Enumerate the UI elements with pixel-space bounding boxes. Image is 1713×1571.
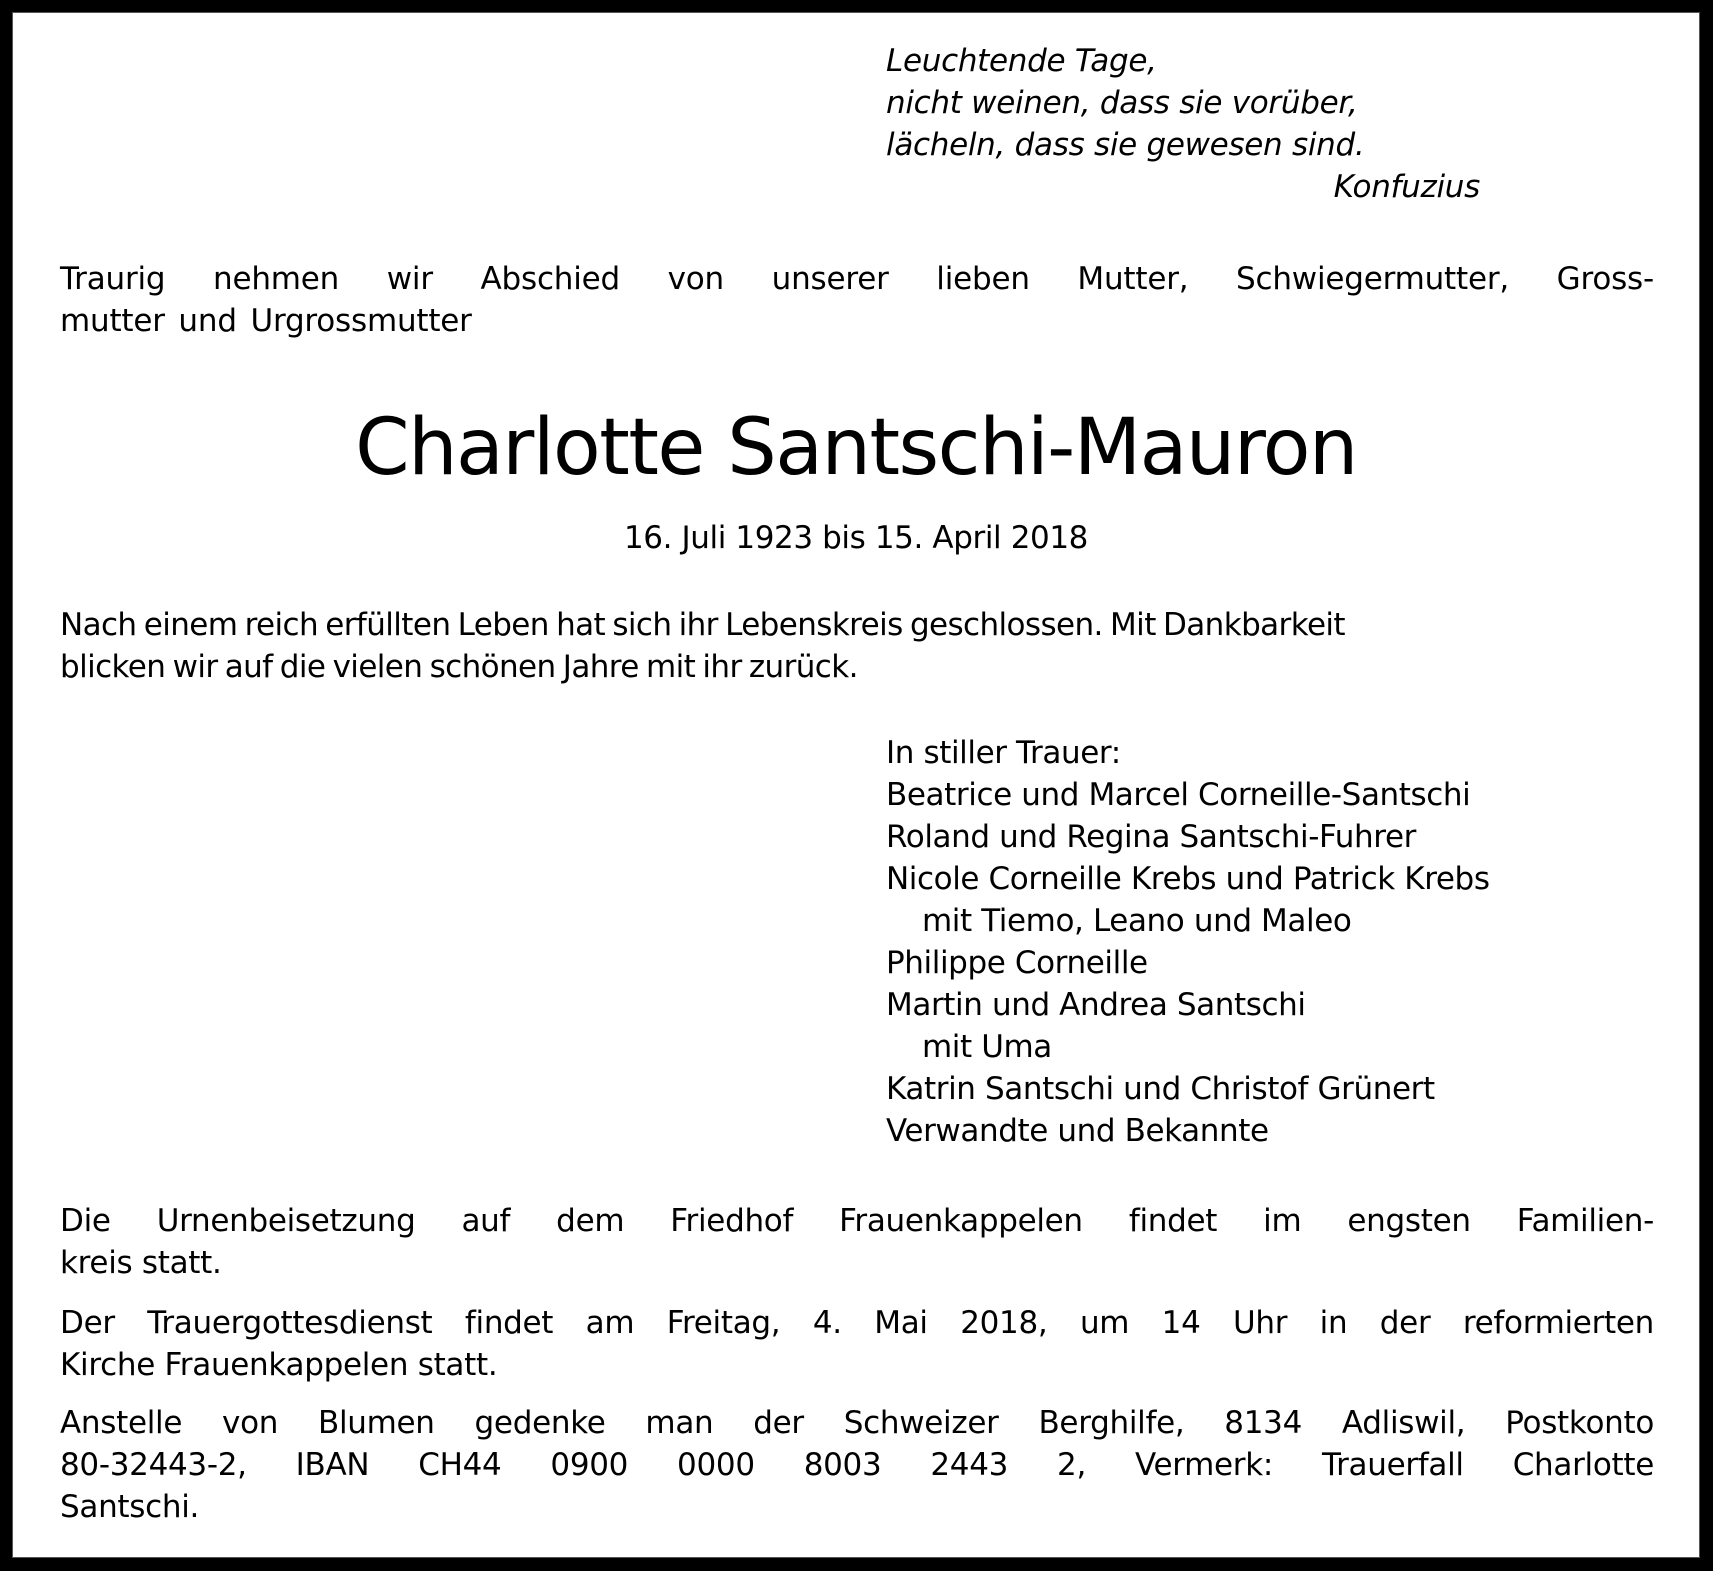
quote-line: lächeln, dass sie gewesen sind. <box>886 127 1365 163</box>
deceased-name: Charlotte Santschi-Mauron <box>355 403 1357 493</box>
tribute-line: Nach einem reich erfüllten Leben hat sich ihr Lebenskreis geschlossen. Mit Dankbarkeit <box>60 607 1345 643</box>
burial-paragraph <box>60 1200 1654 1284</box>
obituary-notice <box>12 12 1700 1558</box>
burial-line: Die Urnenbeisetzung auf dem Friedhof Frauenkappelen findet im engsten Familien- <box>60 1203 1654 1239</box>
mourner-entry: Martin und Andrea Santschi <box>886 987 1306 1023</box>
intro-line: mutter und Urgrossmutter <box>60 303 472 339</box>
mourners-list <box>886 732 1646 1152</box>
intro-line: Traurig nehmen wir Abschied von unserer lieben Mutter, Schwiegermutter, Gross- <box>60 261 1654 297</box>
mourners-heading: In stiller Trauer: <box>886 735 1121 771</box>
mourner-entry: Philippe Corneille <box>886 945 1148 981</box>
quote-line: nicht weinen, dass sie vorüber, <box>886 85 1358 121</box>
service-paragraph <box>60 1302 1654 1386</box>
service-line: Der Trauergottesdienst findet am Freitag, 4. Mai 2018, um 14 Uhr in der reformierten <box>60 1305 1654 1341</box>
mourner-entry: Beatrice und Marcel Corneille-Santschi <box>886 777 1471 813</box>
life-dates: 16. Juli 1923 bis 15. April 2018 <box>623 520 1089 556</box>
mourner-entry: Roland und Regina Santschi-Fuhrer <box>886 819 1416 855</box>
intro-paragraph <box>60 258 1654 342</box>
donation-line: 80-32443-2, IBAN CH44 0900 0000 8003 2443 2, Vermerk: Trauerfall Charlotte <box>60 1447 1654 1483</box>
burial-line: kreis statt. <box>60 1245 222 1281</box>
quote-line: Leuchtende Tage, <box>886 43 1157 79</box>
tribute-paragraph <box>60 604 1654 688</box>
service-line: Kirche Frauenkappelen statt. <box>60 1347 498 1383</box>
mourner-entry: Verwandte und Bekannte <box>886 1113 1269 1149</box>
donation-line: Santschi. <box>60 1489 200 1525</box>
quote-author: Konfuzius <box>1333 169 1480 205</box>
mourner-entry: Nicole Corneille Krebs und Patrick Krebs <box>886 861 1490 897</box>
mourner-entry-sub: mit Uma <box>922 1029 1052 1065</box>
donation-paragraph <box>60 1402 1654 1528</box>
epigraph-quote <box>886 40 1480 208</box>
mourner-entry-sub: mit Tiemo, Leano und Maleo <box>922 903 1352 939</box>
mourner-entry: Katrin Santschi und Christof Grünert <box>886 1071 1435 1107</box>
donation-line: Anstelle von Blumen gedenke man der Schweizer Berghilfe, 8134 Adliswil, Postkonto <box>60 1405 1654 1441</box>
tribute-line: blicken wir auf die vielen schönen Jahre mit ihr zurück. <box>60 649 858 685</box>
